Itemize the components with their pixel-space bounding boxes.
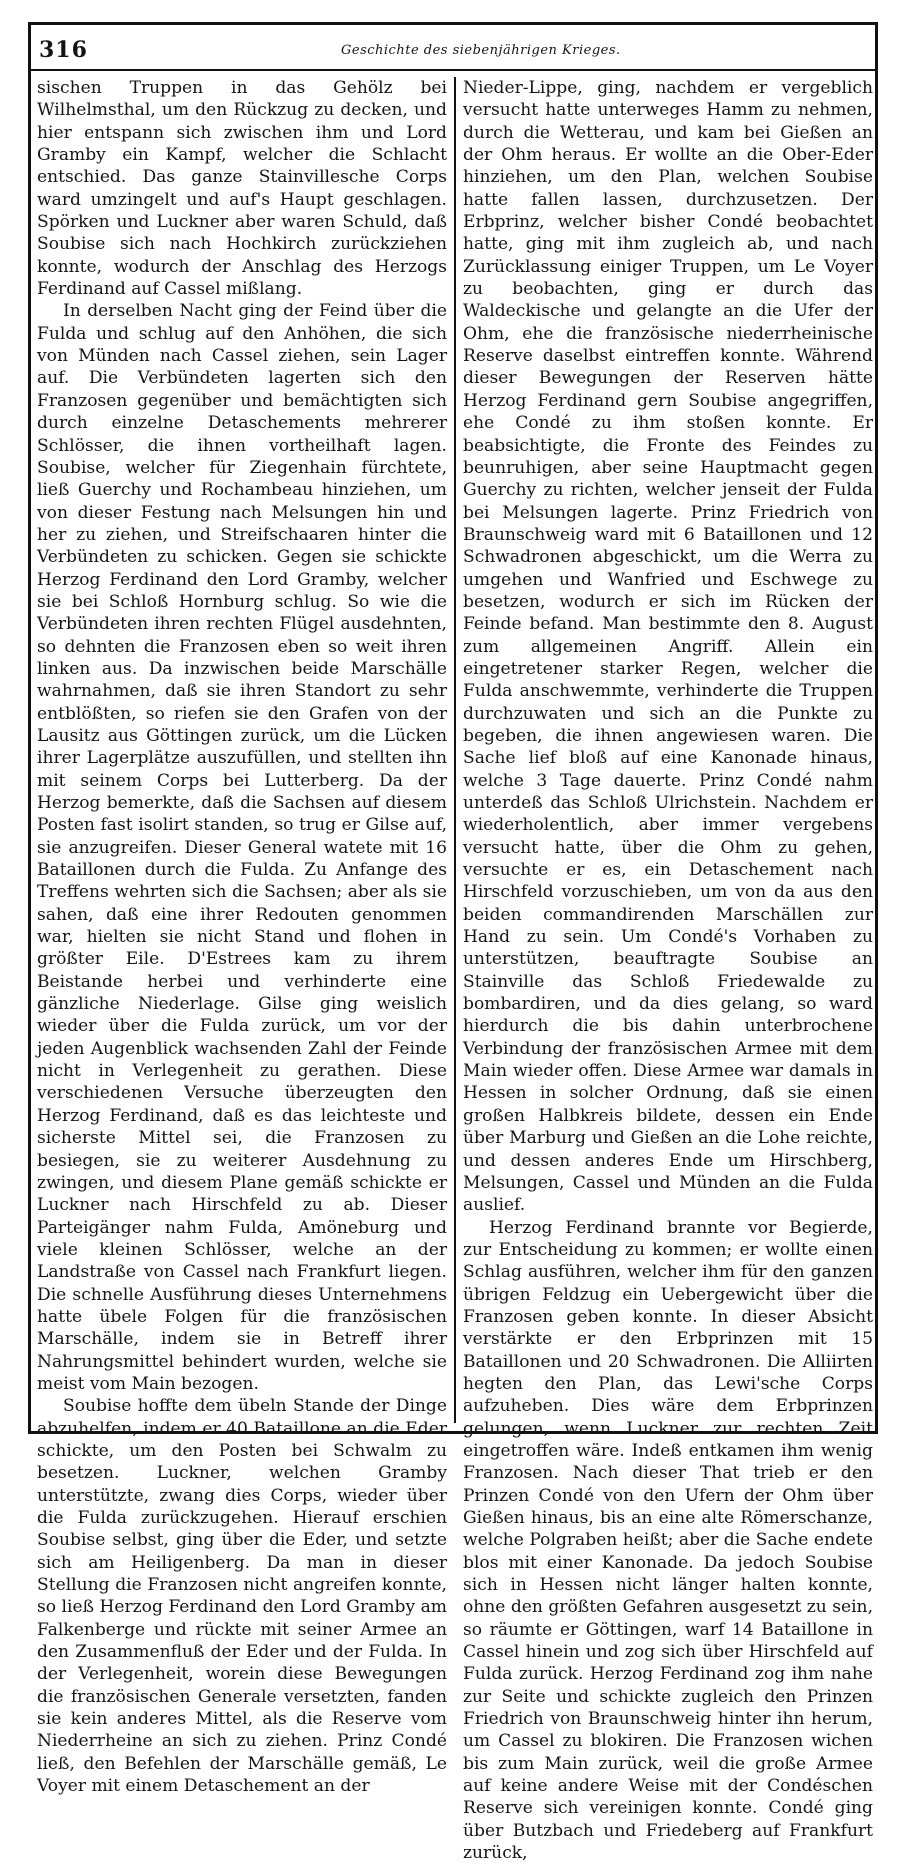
running-title: Geschichte des siebenjährigen Krieges. xyxy=(341,43,621,58)
page-frame xyxy=(28,22,878,1864)
paragraph: Herzog Ferdinand brannte vor Begierde, zur Entscheidung zu kommen; er wollte einen Schlag ausführen, welcher ihm für den ganzen übrigen Feldzug ein Uebergewicht über die Franzosen geben konnte. In dieser Absicht verstärkte er den Erbprinzen mit 15 Bataillonen und 20 Schwadronen. Die Alliirten hegten den Plan, das Lewi'sche Corps aufzuheben. Dies wäre dem Erbprinzen gelungen, wenn Luckner zur rechten Zeit eingetroffen wäre. Indeß entkamen ihm wenig Franzosen. Nach dieser That trieb er den Prinzen Condé von den Ufern der Ohm über Gießen hinaus, bis an eine alte Römerschanze, welche Polgraben heißt; aber die Sache endete blos mit einer Kanonade. Da jedoch Soubise sich in Hessen nicht länger halten konnte, ohne den größten Gefahren ausgesetzt zu sein, so räumte er Göttingen, warf 14 Bataillone in Cassel hinein und zog sich über Hirschfeld auf Fulda zurück. Herzog Ferdinand zog ihm nahe zur Seite und schickte zugleich den Prinzen Friedrich von Braunschweig hinter ihn herum, um Cassel zu blokiren. Die Franzosen wichen bis zum Main zurück, weil die große Armee auf keine andere Weise mit der Condéschen Reserve sich vereinigen konnte. Condé ging über Butzbach und Friedeberg auf Frankfurt zurück, xyxy=(463,1217,873,1864)
right-column xyxy=(463,77,873,1864)
page-number: 316 xyxy=(39,37,88,63)
paragraph: In derselben Nacht ging der Feind über die Fulda und schlug auf den Anhöhen, die sich von Münden nach Cassel ziehen, sein Lager auf. Die Verbündeten lagerten sich den Franzosen gegenüber und bemächtigten sich durch einzelne Detaschements mehrerer Schlösser, die ihnen vortheilhaft lagen. Soubise, welcher für Ziegenhain fürchtete, ließ Guerchy und Rochambeau hinziehen, um von dieser Festung nach Melsungen hin und her zu ziehen, und Streifschaaren hinter die Verbündeten zu schicken. Gegen sie schickte Herzog Ferdinand den Lord Gramby, welcher sie bei Schloß Hornburg schlug. So wie die Verbündeten ihren rechten Flügel ausdehnten, so dehnten die Franzosen eben so weit ihren linken aus. Da inzwischen beide Marschälle wahrnahmen, daß sie ihren Standort zu sehr entblößten, so riefen sie den Grafen von der Lausitz aus Göttingen zurück, um die Lücken ihrer Lagerplätze auszufüllen, und stellten ihn mit seinem Corps bei Lutterberg. Da der Herzog bemerkte, daß die Sachsen auf diesem Posten fast isolirt standen, so trug er Gilse auf, sie anzugreifen. Dieser General watete mit 16 Bataillonen durch die Fulda. Zu Anfange des Treffens wehrten sich die Sachsen; aber als sie sahen, daß eine ihrer Redouten genommen war, hielten sie nicht Stand und flohen in größter Eile. D'Estrees kam zu ihrem Beistande herbei und verhinderte eine gänzliche Niederlage. Gilse ging weislich wieder über die Fulda zurück, um vor der jeden Augenblick wachsenden Zahl der Feinde nicht in Verlegenheit zu gerathen. Diese verschiedenen Versuche überzeugten den Herzog Ferdinand, daß es das leichteste und sicherste Mittel sei, die Franzosen zu besiegen, sie zu weiterer Ausdehnung zu zwingen, und diesem Plane gemäß schickte er Luckner nach Hirschfeld zu ab. Dieser Parteigänger nahm Fulda, Amöneburg und viele kleinen Schlösser, welche an der Landstraße von Cassel nach Frankfurt liegen. Die schnelle Ausführung dieses Unternehmens hatte übele Folgen für die französischen Marschälle, indem sie in Betreff ihrer Nahrungsmittel behindert wurden, welche sie meist vom Main bezogen. xyxy=(37,301,447,1394)
page-header xyxy=(31,25,875,71)
column-divider xyxy=(454,77,456,1423)
paragraph: Nieder-Lippe, ging, nachdem er vergeblich versucht hatte unterweges Hamm zu nehmen, durch die Wetterau, und kam bei Gießen an der Ohm heraus. Er wollte an die Ober-Eder hinziehen, um den Plan, welchen Soubise hatte fallen lassen, durchzusetzen. Der Erbprinz, welcher bisher Condé beobachtet hatte, ging mit ihm zugleich ab, und nach Zurücklassung einiger Truppen, um Le Voyer zu beobachten, ging er durch das Waldeckische und gelangte an die Ufer der Ohm, ehe die französische niederrheinische Reserve daselbst eintreffen konnte. Während dieser Bewegungen der Reserven hätte Herzog Ferdinand gern Soubise angegriffen, ehe Condé zu ihm stoßen konnte. Er beabsichtigte, die Fronte des Feindes zu beunruhigen, aber seine Hauptmacht gegen Guerchy zu richten, welcher jenseit der Fulda bei Melsungen lagerte. Prinz Friedrich von Braunschweig ward mit 6 Bataillonen und 12 Schwadronen abgeschickt, um die Werra zu umgehen und Wanfried und Eschwege zu besetzen, wodurch er sich im Rücken der Feinde befand. Man bestimmte den 8. August zum allgemeinen Angriff. Allein ein eingetretener starker Regen, welcher die Fulda anschwemmte, verhinderte die Truppen durchzuwaten und sich an die Punkte zu begeben, die ihnen angewiesen waren. Die Sache lief bloß auf eine Kanonade hinaus, welche 3 Tage dauerte. Prinz Condé nahm unterdeß das Schloß Ulrichstein. Nachdem er wiederholentlich, aber immer vergebens versucht hatte, über die Ohm zu gehen, versuchte er es, ein Detaschement nach Hirschfeld vorzuschieben, um von da aus den beiden commandirenden Marschällen zur Hand zu sein. Um Condé's Vorhaben zu unterstützen, beauftragte Soubise an Stainville das Schloß Friedewalde zu bombardiren, und da dies gelang, so ward hierdurch die bis dahin unterbrochene Verbindung der französischen Armee mit dem Main wieder offen. Diese Armee war damals in Hessen in solcher Ordnung, daß sie einen großen Halbkreis bildete, dessen ein Ende über Marburg und Gießen an die Lohe reichte, und dessen anderes Ende um Hirschberg, Melsungen, Cassel und Münden an die Fulda auslief. xyxy=(463,78,873,1216)
paragraph: Soubise hoffte dem übeln Stande der Dinge abzuhelfen, indem er 40 Bataillone an die Eder schickte, um den Posten bei Schwalm zu besetzen. Luckner, welchen Gramby unterstützte, zwang dies Corps, wieder über die Fulda zurückzugehen. Hierauf erschien Soubise selbst, ging über die Eder, und setzte sich am Heiligenberg. Da man in dieser Stellung die Franzosen nicht angreifen konnte, so ließ Herzog Ferdinand den Lord Gramby am Falkenberge und rückte mit seiner Armee an den Zusammenfluß der Eder und der Fulda. In der Verlegenheit, worein diese Bewegungen die französischen Generale versetzten, fanden sie kein anderes Mittel, als die Reserve vom Niederrheine an sich zu ziehen. Prinz Condé ließ, den Befehlen der Marschälle gemäß, Le Voyer mit einem Detaschement an der xyxy=(37,1396,447,1797)
left-column xyxy=(37,77,447,1797)
paragraph: sischen Truppen in das Gehölz bei Wilhelmsthal, um den Rückzug zu decken, und hier entspann sich zwischen ihm und Lord Gramby ein Kampf, welcher die Schlacht entschied. Das ganze Stainvillesche Corps ward umzingelt und auf's Haupt geschlagen. Spörken und Luckner aber waren Schuld, daß Soubise sich nach Hochkirch zurückziehen konnte, wodurch der Anschlag des Herzogs Ferdinand auf Cassel mißlang. xyxy=(37,78,447,300)
